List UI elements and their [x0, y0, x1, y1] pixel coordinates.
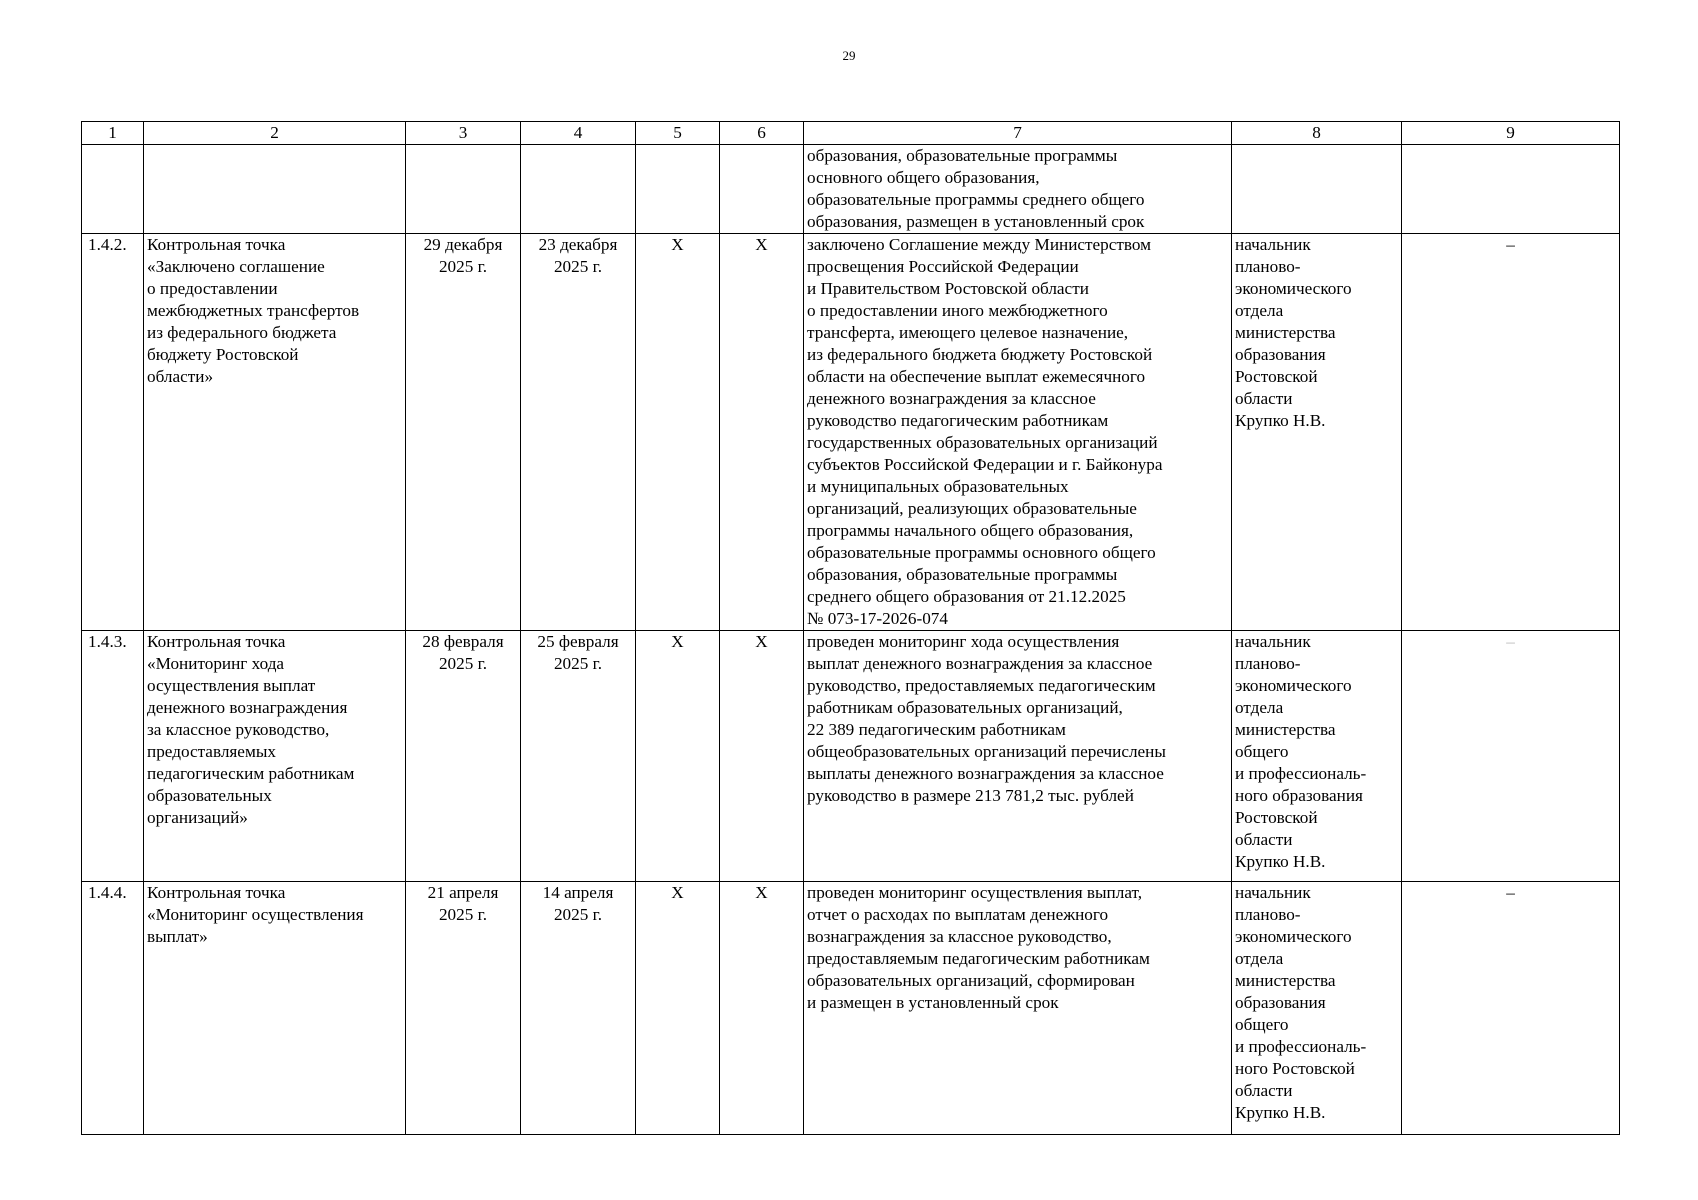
row-result: проведен мониторинг осуществления выплат, отчет о расходах по выплатам денежного вознаграждения за классное руководство, предоставляемым педагогическим работникам образовательных организаций, сформирован и размещен в установленный срок — [804, 882, 1232, 1135]
row-responsible: начальник планово- экономического отдела министерства образования общего и профессиональ- ного Ростовской области Крупко Н.В. — [1232, 882, 1402, 1135]
row-note: – — [1402, 631, 1620, 882]
header-row — [82, 122, 1620, 145]
header-cell-5: 5 — [636, 122, 720, 145]
row-col6: Х — [720, 882, 804, 1135]
row-note — [1402, 145, 1620, 234]
header-cell-8: 8 — [1232, 122, 1402, 145]
row-result: образования, образовательные программы основного общего образования, образовательные программы среднего общего образования, размещен в установленный срок — [804, 145, 1232, 234]
row-result: проведен мониторинг хода осуществления выплат денежного вознаграждения за классное руководство, предоставляемых педагогическим работникам образовательных организаций, 22 389 педагогическим работникам общеобразовательных организаций перечислены выплаты денежного вознаграждения за классное руководство в размере 213 781,2 тыс. рублей — [804, 631, 1232, 882]
table-row — [82, 145, 1620, 234]
row-col6 — [720, 145, 804, 234]
row-name: Контрольная точка «Мониторинг осуществления выплат» — [144, 882, 406, 1135]
header-cell-6: 6 — [720, 122, 804, 145]
row-col5: Х — [636, 631, 720, 882]
row-number: 1.4.4. — [82, 882, 144, 1135]
row-fact-date — [521, 145, 636, 234]
table-row — [82, 234, 1620, 631]
row-responsible — [1232, 145, 1402, 234]
row-name: Контрольная точка «Заключено соглашение о предоставлении межбюджетных трансфертов из федерального бюджета бюджету Ростовской области» — [144, 234, 406, 631]
row-number: 1.4.3. — [82, 631, 144, 882]
header-cell-1: 1 — [82, 122, 144, 145]
row-plan-date: 28 февраля 2025 г. — [406, 631, 521, 882]
row-result: заключено Соглашение между Министерством просвещения Российской Федерации и Правительством Ростовской области о предоставлении иного межбюджетного трансферта, имеющего целевое назначение, из федерального бюджета бюджету Ростовской области на обеспечение выплат ежемесячного денежного вознаграждения за классное руководство педагогическим работникам государственных образовательных организаций субъектов Российской Федерации и г. Байконура и муниципальных образовательных организаций, реализующих образовательные программы начального общего образования, образовательные программы основного общего образования, образовательные программы среднего общего образования от 21.12.2025 № 073-17-2026-074 — [804, 234, 1232, 631]
header-cell-2: 2 — [144, 122, 406, 145]
header-cell-7: 7 — [804, 122, 1232, 145]
page-number: 29 — [842, 48, 856, 63]
row-fact-date: 23 декабря 2025 г. — [521, 234, 636, 631]
row-fact-date: 14 апреля 2025 г. — [521, 882, 636, 1135]
row-plan-date: 21 апреля 2025 г. — [406, 882, 521, 1135]
row-note: – — [1402, 882, 1620, 1135]
table-row — [82, 882, 1620, 1135]
row-col6: Х — [720, 234, 804, 631]
row-col5 — [636, 145, 720, 234]
row-number — [82, 145, 144, 234]
row-plan-date: 29 декабря 2025 г. — [406, 234, 521, 631]
report-table — [81, 121, 1620, 1135]
header-cell-3: 3 — [406, 122, 521, 145]
header-cell-4: 4 — [521, 122, 636, 145]
table-row — [82, 631, 1620, 882]
row-number: 1.4.2. — [82, 234, 144, 631]
header-cell-9: 9 — [1402, 122, 1620, 145]
row-name: Контрольная точка «Мониторинг хода осуществления выплат денежного вознаграждения за классное руководство, предоставляемых педагогическим работникам образовательных организаций» — [144, 631, 406, 882]
row-plan-date — [406, 145, 521, 234]
row-col5: Х — [636, 234, 720, 631]
row-col6: Х — [720, 631, 804, 882]
row-name — [144, 145, 406, 234]
row-responsible: начальник планово- экономического отдела министерства образования Ростовской области Крупко Н.В. — [1232, 234, 1402, 631]
row-responsible: начальник планово- экономического отдела министерства общего и профессиональ- ного образования Ростовской области Крупко Н.В. — [1232, 631, 1402, 882]
row-fact-date: 25 февраля 2025 г. — [521, 631, 636, 882]
row-col5: Х — [636, 882, 720, 1135]
row-note: – — [1402, 234, 1620, 631]
